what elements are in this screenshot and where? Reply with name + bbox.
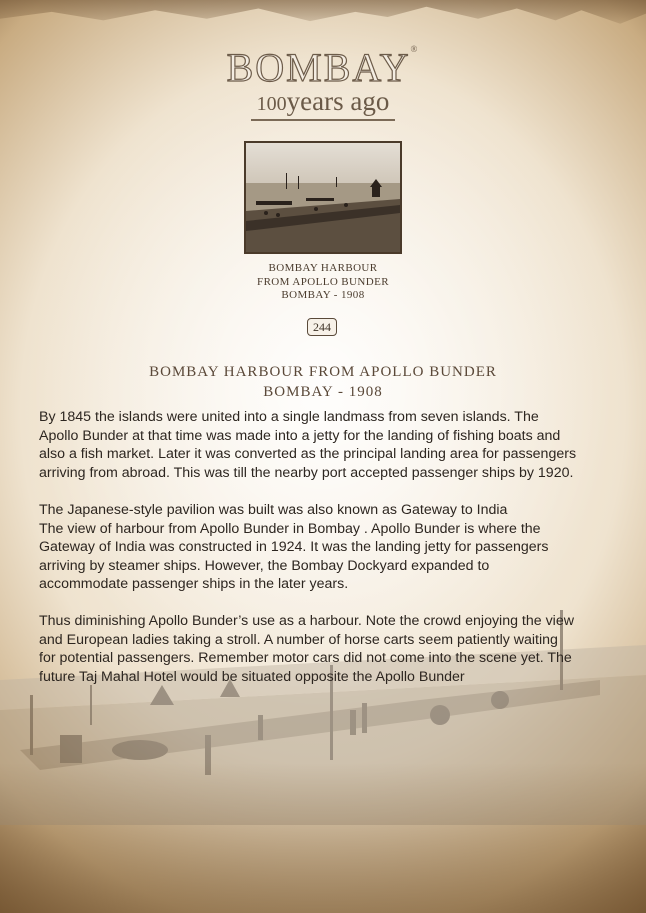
paragraph-line: accommodate passenger ships in the later years. <box>39 576 349 593</box>
paper-vignette <box>0 763 646 913</box>
photo-image <box>246 143 400 252</box>
trademark-symbol: ® <box>410 44 420 54</box>
article-heading-line-1: BOMBAY HARBOUR FROM APOLLO BUNDER <box>149 364 497 380</box>
paragraph-line: Thus diminishing Apollo Bunder’s use as a harbour. Note the crowd enjoying the view <box>39 613 574 629</box>
paragraph-line: also a fish market. Later it was converted as the principal landing area for passengers <box>39 446 577 463</box>
paragraph-line: By 1845 the islands were united into a single landmass from seven islands. The <box>39 409 539 425</box>
photo-caption-line-1: BOMBAY HARBOUR <box>268 262 378 274</box>
harbour-photograph <box>244 141 402 254</box>
photo-caption-line-2: FROM APOLLO BUNDER <box>257 275 389 288</box>
photo-caption-line-3: BOMBAY - 1908 <box>281 289 365 301</box>
paragraph-line: The Japanese-style pavilion was built was also known as Gateway to India <box>39 502 508 518</box>
page-number-badge: 244 <box>307 318 337 336</box>
paragraph-line: arriving from abroad. This was till the nearby port accepted passenger ships by 1920. <box>39 464 574 481</box>
brand-title: BOMBAY® <box>226 44 420 90</box>
paragraph-1 <box>39 408 614 482</box>
brand-underline <box>251 119 395 123</box>
paragraph-line: for potential passengers. Remember motor cars did not come into the scene yet. The <box>39 650 572 667</box>
torn-paper-edge <box>0 0 646 34</box>
paragraph-line: future Taj Mahal Hotel would be situated opposite the Apollo Bunder <box>39 668 465 685</box>
article-heading-line-2: BOMBAY - 1908 <box>263 384 383 400</box>
paragraph-2 <box>39 501 614 594</box>
brand-subtitle: 100years ago <box>256 86 390 116</box>
paragraph-3 <box>39 612 614 686</box>
paragraph-line: and European ladies taking a stroll. A number of horse carts seem patiently waiting <box>39 631 558 648</box>
paragraph-line: arriving by steamer ships. However, the Bombay Dockyard expanded to <box>39 557 490 574</box>
paragraph-line: Gateway of India was constructed in 1924. It was the landing jetty for passengers <box>39 539 549 556</box>
paragraph-line: The view of harbour from Apollo Bunder in Bombay . Apollo Bunder is where the <box>39 520 541 537</box>
paragraph-line: Apollo Bunder at that time was made into a jetty for the landing of fishing boats and <box>39 427 561 444</box>
